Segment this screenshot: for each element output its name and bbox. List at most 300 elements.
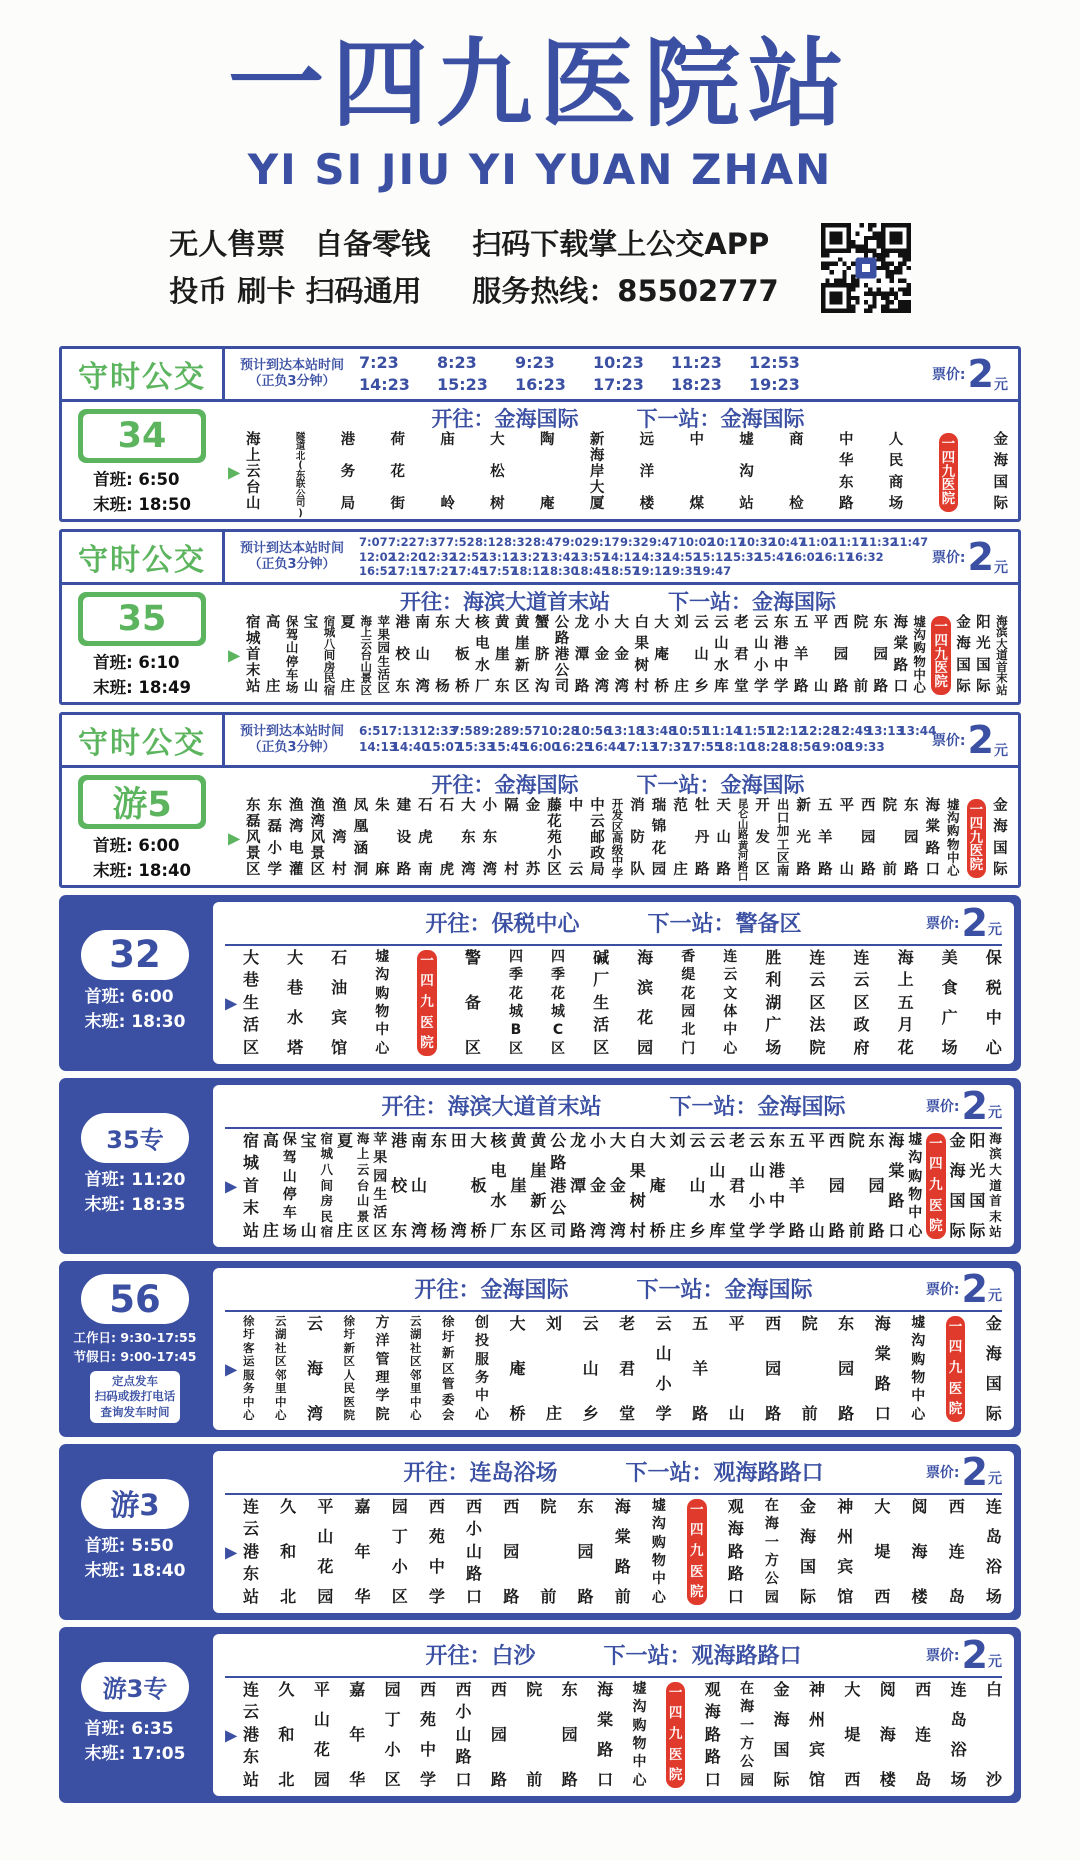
eta-time: 12:49	[833, 724, 872, 739]
destination-label	[432, 769, 579, 799]
schedule-block	[93, 834, 191, 884]
current-stop-badge: 一 四 九 医 院	[666, 1682, 686, 1788]
fare-display	[922, 1634, 1002, 1676]
eta-time: 14:12	[603, 549, 640, 564]
next-stop-label	[648, 907, 802, 938]
first-bus-time: 首班: 6:00	[84, 986, 174, 1007]
stop-item: 海 滨 花 园	[637, 947, 654, 1057]
service-hours-line: 节假日: 9:00-17:45	[73, 1348, 197, 1364]
destination-row	[228, 586, 1008, 616]
panel-body	[62, 585, 1018, 702]
dest-prefix: 开往：	[431, 406, 495, 431]
dest-value: 白沙	[491, 1644, 536, 1670]
stop-item: 黄 崖 东	[510, 1130, 527, 1240]
qr-code-icon	[821, 223, 911, 313]
stop-item: 西 园 路	[828, 1130, 845, 1240]
destination-label	[381, 1090, 601, 1121]
stop-item: 云 山 乡	[689, 1130, 706, 1240]
fare-display	[928, 532, 1018, 582]
eta-time: 15:45	[489, 739, 528, 754]
stop-item: 在 海 一 方 公 园	[764, 1497, 779, 1606]
stop-item: 昆 仑 山 路 黄 河 路 口	[737, 797, 749, 884]
first-bus-time: 首班: 6:00	[93, 835, 180, 855]
eta-time: 13:44	[898, 724, 937, 739]
fare-unit: 元	[988, 1653, 1002, 1670]
next-value: 警备区	[735, 912, 802, 938]
route-main	[213, 902, 1014, 1064]
stop-item: 西 小 山 路 口	[466, 1496, 483, 1606]
eta-time: 10:32	[739, 535, 776, 550]
stop-item: 南 山 湾	[415, 614, 430, 696]
direction-arrow-icon: ▶	[225, 993, 238, 1013]
stop-item: 西 苑 中 学	[420, 1679, 437, 1789]
eta-times	[353, 352, 922, 395]
route-panel-35	[59, 529, 1021, 705]
stop-item: 东 磊 小 学	[267, 797, 283, 879]
next-value: 金海国际	[720, 406, 805, 431]
stop-item: 墟 沟 购 物 中 心	[908, 1131, 923, 1240]
route-id-block	[62, 768, 222, 885]
stops-row	[225, 1679, 1002, 1789]
stop-item: 四 季 花 城 B 区	[508, 948, 523, 1057]
eta-label-line1: 预计到达本站时间	[239, 540, 344, 556]
stop-item: 院 前	[882, 797, 897, 879]
stops-row	[225, 947, 1002, 1057]
stop-item: 平 山	[839, 797, 854, 879]
stop-item: 中 华 东 路	[838, 431, 854, 513]
first-bus-time: 首班: 6:35	[84, 1718, 174, 1739]
eta-label-line2: （正负3分钟）	[248, 373, 336, 389]
stop-item: 东 园 路	[561, 1679, 578, 1789]
eta-time: 14:40	[391, 739, 430, 754]
route-panel-list	[59, 346, 1021, 1803]
stop-item: 大 板 桥	[455, 614, 470, 696]
stop-item: 中 煤	[689, 431, 704, 513]
last-bus-time: 末班: 18:35	[84, 1195, 186, 1216]
stop-item: 云 湖 社 区 邻 里 中 心	[275, 1313, 287, 1423]
current-stop-badge: 一 四 九 医 院	[417, 950, 437, 1056]
stops-row	[228, 431, 1008, 519]
eta-time-row	[359, 564, 922, 578]
destination-label	[400, 586, 610, 616]
app-download-line: 扫码下载掌上公交APP	[472, 227, 770, 262]
fare-label: 票价:	[925, 1098, 960, 1115]
stop-item: 中 云	[568, 797, 584, 879]
stop-item: 中 云 邮 政 局	[590, 797, 605, 879]
stop-item: 商 检	[789, 431, 804, 513]
fare-amount: 2	[967, 717, 994, 762]
stop-item: 金 海 国 际	[949, 1130, 966, 1240]
route-number-badge: 游3	[81, 1479, 189, 1529]
stop-item: 大 堤 西	[844, 1679, 861, 1789]
route-number-badge: 32	[81, 930, 189, 980]
first-bus-time: 首班: 11:20	[84, 1169, 186, 1190]
eta-label-line2: （正负3分钟）	[248, 556, 336, 572]
eta-time: 16:23	[515, 374, 566, 394]
stop-item: 朱 麻	[375, 797, 390, 879]
stop-item: 墟 沟 站	[739, 431, 754, 513]
next-stop-label	[668, 586, 836, 616]
stop-item: 海 上 云 台 山 景 区	[360, 613, 373, 697]
dest-value: 连岛浴场	[469, 1461, 558, 1487]
eta-time: 18:28	[749, 739, 788, 754]
eta-time: 11:23	[671, 353, 722, 373]
last-bus-time: 末班: 18:40	[93, 860, 191, 880]
eta-time-row	[359, 740, 922, 756]
stop-item: 金 海 国 际	[773, 1679, 790, 1789]
fare-amount: 2	[961, 1083, 988, 1128]
stop-item: 园 丁 小 区	[384, 1679, 401, 1789]
dispatch-note-line: 扫码或拨打电话	[94, 1389, 176, 1404]
eta-time: 12:02	[359, 549, 396, 564]
eta-time: 16:17	[816, 549, 854, 564]
stop-item: 大 庵 桥	[509, 1313, 526, 1423]
stop-item: 石 虎 南	[418, 797, 433, 879]
stop-item: 黄 崖 新 区	[530, 1130, 547, 1240]
stop-item: 在 海 一 方 公 园	[740, 1680, 755, 1789]
stop-item: 开 发 区	[755, 797, 770, 879]
stops-row	[225, 1496, 1002, 1606]
eta-times	[353, 535, 929, 578]
stop-item: 海 上 云 台 山 景 区	[356, 1130, 370, 1240]
last-bus-time: 末班: 18:49	[93, 677, 191, 697]
stop-item: 胜 利 湖 广 场	[765, 947, 782, 1057]
fare-display	[928, 349, 1018, 399]
stop-item: 人 民 商 场	[888, 431, 904, 513]
stop-item: 黄 崖 东	[495, 614, 510, 696]
eta-time: 12:52	[450, 549, 488, 564]
next-prefix: 下一站：	[669, 1095, 758, 1121]
stop-item: 范 庄	[673, 797, 688, 879]
stop-item: 庙 岭	[440, 431, 455, 513]
eta-block	[225, 349, 928, 399]
stops-row	[228, 796, 1008, 884]
current-stop-badge: 一 四 九 医 院	[967, 799, 987, 878]
stop-item: 开 发 区 高 级 中 学	[611, 796, 624, 880]
first-bus-time: 首班: 6:50	[93, 469, 180, 489]
eta-time: 15:23	[437, 374, 488, 394]
eta-time: 11:02	[800, 535, 837, 550]
stop-item: 公 路 港 公 司	[554, 614, 570, 696]
stop-item: 西 园 路	[503, 1496, 520, 1606]
eta-time: 19:08	[814, 739, 853, 754]
stop-item: 云 山 乡	[694, 614, 709, 696]
schedule-block	[93, 651, 191, 701]
stop-item: 荷 花 街	[390, 431, 405, 513]
eta-time: 11:32	[861, 535, 898, 550]
route-number-badge	[78, 592, 206, 646]
stop-item: 西 连 岛	[915, 1679, 932, 1789]
stop-item: 连 云 区 法 院	[809, 947, 826, 1057]
stop-item: 院 前	[848, 1130, 865, 1240]
route-number-badge	[78, 409, 206, 463]
stop-item: 阳 光 国 际	[969, 1130, 986, 1240]
stop-item: 金 海 国 际	[800, 1496, 817, 1606]
eta-time: 14:23	[359, 374, 410, 394]
stop-item: 平 山	[808, 1130, 825, 1240]
eta-time: 7:58	[451, 724, 482, 739]
stop-item: 老 君 堂	[619, 1313, 636, 1423]
stop-item: 园 丁 小 区	[391, 1496, 408, 1606]
stop-item: 徐 圩 新 区 管 委 会	[442, 1313, 455, 1423]
stop-item: 黄 崖 新 区	[514, 614, 530, 696]
dispatch-note-line: 查询发车时间	[100, 1404, 170, 1419]
stop-item: 墟 沟 购 物 中 心	[947, 796, 960, 879]
notice-line-1: 无人售票 自备零钱	[169, 227, 431, 262]
schedule-block	[93, 468, 191, 518]
stop-item: 小 金 湾	[590, 1130, 607, 1240]
stops-row	[225, 1130, 1002, 1240]
dest-value: 金海国际	[494, 772, 579, 797]
fare-amount: 2	[961, 1266, 988, 1311]
stop-item: 墟 沟 购 物 中 心	[375, 948, 390, 1057]
dest-value: 金海国际	[494, 406, 579, 431]
eta-time: 9:57	[510, 724, 541, 739]
stop-item: 金 海 国 际	[993, 797, 1008, 879]
stop-item: 大 巷 水 塔	[287, 947, 304, 1057]
stop-item: 刘 庄	[669, 1130, 686, 1240]
eta-block	[225, 715, 937, 765]
stop-item: 大 庵 桥	[654, 614, 669, 696]
stop-item: 海 棠 路 口	[893, 614, 908, 696]
stop-item: 渔 湾 风 景 区	[310, 797, 326, 879]
stop-item: 海 棠 路 口	[597, 1679, 614, 1789]
fare-amount: 2	[967, 351, 994, 396]
route-main	[222, 402, 1018, 519]
fare-label: 票价:	[925, 1281, 960, 1298]
stop-item: 久 和 北	[278, 1679, 295, 1789]
stop-item: 天 山 路	[716, 797, 731, 879]
direction-arrow-icon: ▶	[225, 1542, 238, 1562]
current-stop-badge: 一 四 九 医 院	[926, 1133, 946, 1239]
stop-item: 云 山 水 库	[709, 1130, 726, 1240]
eta-time: 12:33	[418, 724, 457, 739]
stop-item: 云 山 小 学	[754, 614, 769, 696]
destination-label	[425, 907, 579, 938]
eta-time: 15:33	[456, 739, 495, 754]
stop-item: 公 路 港 公 司	[550, 1130, 567, 1240]
stop-item: 东 园 路	[868, 1130, 885, 1240]
fare-label: 票价:	[931, 366, 966, 383]
eta-header	[62, 532, 1018, 585]
stop-item: 瑞 锦 花 园	[651, 797, 667, 879]
stop-item: 港 务 局	[340, 431, 356, 513]
route-panel-游5	[59, 712, 1021, 888]
eta-time: 8:23	[437, 353, 477, 373]
stop-item: 创 投 服 务 中 心	[475, 1314, 490, 1423]
eta-time: 14:13	[359, 739, 398, 754]
eta-time: 7:37	[417, 535, 446, 550]
eta-time: 17:15	[389, 563, 427, 578]
next-stop-label	[637, 769, 805, 799]
next-prefix: 下一站：	[636, 406, 721, 431]
destination-label	[414, 1273, 568, 1304]
eta-time: 18:30	[542, 563, 579, 578]
notice-line-2: 投币 刷卡 扫码通用	[169, 273, 422, 308]
stop-item: 东 园 路	[904, 797, 919, 879]
destination-row	[225, 1268, 1002, 1312]
stop-item: 东 园 路	[838, 1313, 855, 1423]
stop-item: 平 山 花 园	[317, 1496, 334, 1606]
fare-unit: 元	[994, 559, 1008, 576]
stop-item: 金 海 国 际	[993, 431, 1008, 513]
stop-item: 东 港 中 学	[769, 1130, 786, 1240]
stop-columns	[246, 613, 1008, 697]
next-value: 金海国际	[752, 589, 836, 614]
eta-time: 16:44	[586, 739, 625, 754]
dest-value: 保税中心	[491, 912, 580, 938]
destination-label	[425, 1639, 535, 1670]
eta-time: 18:45	[572, 563, 610, 578]
stop-item: 院 前	[853, 614, 869, 696]
dest-prefix: 开往：	[414, 1278, 481, 1304]
eta-time: 16:52	[359, 563, 396, 578]
fare-display	[928, 715, 1018, 765]
eta-time: 9:02	[562, 535, 591, 550]
stop-item: 消 防 队	[630, 797, 645, 879]
eta-time: 12:20	[389, 549, 427, 564]
direction-arrow-icon: ▶	[228, 645, 241, 665]
stop-item: 小 金 湾	[594, 614, 610, 696]
schedule-block	[85, 1168, 186, 1219]
eta-time: 17:55	[684, 739, 723, 754]
stop-item: 宝 山	[303, 614, 319, 696]
panel-body	[62, 402, 1018, 519]
eta-time: 10:02	[678, 535, 715, 550]
stop-item: 渔 湾 电 灌	[289, 797, 304, 879]
direction-arrow-icon: ▶	[225, 1359, 238, 1379]
stop-item: 大 板 桥	[470, 1130, 487, 1240]
route-id-block	[62, 585, 222, 702]
info-section	[0, 220, 1080, 316]
stop-item: 阅 海 楼	[911, 1496, 928, 1606]
eta-time: 9:28	[481, 724, 511, 739]
panel-body	[62, 768, 1018, 885]
stop-columns	[243, 1496, 1002, 1606]
eta-time: 17:27	[420, 563, 457, 578]
route-panel-34	[59, 346, 1021, 522]
fare-display	[922, 1085, 1002, 1127]
stop-item: 大 金 湾	[614, 614, 630, 696]
service-hotline: 服务热线：85502777	[472, 273, 779, 308]
stop-item: 新 海 岸 大 厦	[589, 431, 605, 513]
route-id-block	[62, 402, 222, 519]
eta-time: 12:32	[420, 549, 457, 564]
punctual-bus-badge: 守时公交	[62, 532, 225, 582]
next-stop-label	[626, 1456, 824, 1487]
stop-item: 高 庄	[265, 614, 281, 696]
eta-time: 17:13	[619, 739, 658, 754]
eta-time: 11:51	[735, 724, 774, 739]
stop-item: 墟 沟 购 物 中 心	[632, 1680, 647, 1789]
route-panel-游3专	[59, 1627, 1021, 1803]
stop-item: 海 棠 路 口	[874, 1313, 891, 1423]
fare-unit: 元	[994, 376, 1008, 393]
eta-time: 7:52	[446, 535, 475, 550]
route-number: 游5	[83, 780, 201, 824]
stop-item: 连 云 文 体 中 心	[723, 948, 738, 1057]
stop-item: 香 缇 花 园 北 门	[681, 948, 696, 1057]
stop-item: 大 庵 桥	[649, 1130, 666, 1240]
stop-item: 云 海 湾	[307, 1313, 324, 1423]
stop-item: 隧 道 北 ( 东 联 公 司 )	[295, 431, 306, 519]
route-number-badge	[78, 775, 206, 829]
stop-item: 云 山 小 学	[749, 1130, 766, 1240]
stop-item: 连 云 港 东 站	[243, 1496, 260, 1606]
fare-display	[922, 1451, 1002, 1493]
route-id-block	[66, 1268, 204, 1430]
eta-time: 9:47	[649, 535, 678, 550]
stop-item: 新 光 路	[796, 797, 811, 879]
eta-time: 6:51	[359, 724, 389, 739]
eta-time: 19:23	[749, 374, 800, 394]
route-id-block	[66, 1634, 204, 1796]
schedule-block	[85, 985, 186, 1036]
stops-row	[228, 613, 1008, 697]
stop-item: 大 松 树	[490, 431, 505, 513]
eta-time: 17:23	[593, 374, 644, 394]
fare-unit: 元	[988, 1104, 1002, 1121]
stop-item: 远 洋 楼	[639, 431, 655, 513]
eta-time: 12:12	[768, 724, 807, 739]
eta-time: 13:27	[511, 549, 549, 564]
schedule-block	[85, 1717, 186, 1768]
next-value: 金海国际	[757, 1095, 846, 1121]
stop-item: 院 前	[540, 1496, 557, 1606]
stop-item: 五 羊 路	[793, 614, 809, 696]
next-value: 金海国际	[724, 1278, 813, 1304]
fare-amount: 2	[961, 900, 988, 945]
stop-item: 金 海 国 际	[956, 614, 971, 696]
next-stop-label	[670, 1090, 846, 1121]
eta-time: 15:07	[424, 739, 463, 754]
stop-item: 白 果 树 村	[629, 1130, 646, 1240]
stop-item: 西 园 路	[860, 797, 876, 879]
direction-arrow-icon: ▶	[225, 1176, 238, 1196]
eta-time-row	[359, 352, 922, 374]
schedule-block	[85, 1534, 186, 1585]
route-main	[222, 768, 1018, 885]
route-id-block	[66, 1451, 204, 1613]
stop-item: 阅 海 楼	[879, 1679, 896, 1789]
dest-prefix: 开往：	[403, 1461, 470, 1487]
eta-time: 14:32	[633, 549, 671, 564]
stop-item: 五 羊 路	[692, 1313, 709, 1423]
direction-arrow-icon: ▶	[228, 462, 241, 482]
stop-item: 院 前	[526, 1679, 543, 1789]
eta-time: 11:47	[891, 535, 929, 550]
last-bus-time: 末班: 18:40	[84, 1561, 186, 1582]
stop-item: 美 食 广 场	[941, 947, 958, 1057]
stop-item: 观 海 路 路 口	[704, 1679, 721, 1789]
eta-time: 13:57	[572, 549, 610, 564]
destination-row	[225, 902, 1002, 946]
eta-time: 18:23	[671, 374, 722, 394]
eta-time: 9:23	[515, 353, 555, 373]
next-prefix: 下一站：	[647, 912, 736, 938]
stop-item: 嘉 年 华	[354, 1496, 371, 1606]
route-main	[213, 1451, 1014, 1613]
stop-item: 老 君 堂	[734, 614, 749, 696]
stop-item: 田 湾	[450, 1130, 467, 1240]
route-panel-56	[59, 1261, 1021, 1437]
next-stop-label	[637, 403, 805, 433]
stop-item: 高 庄	[262, 1130, 279, 1240]
eta-time-row	[359, 724, 937, 740]
stop-item: 港 校 东	[391, 1130, 408, 1240]
stop-item: 方 洋 管 理 学 院	[375, 1314, 390, 1423]
current-stop-badge: 一 四 九 医 院	[939, 433, 959, 512]
